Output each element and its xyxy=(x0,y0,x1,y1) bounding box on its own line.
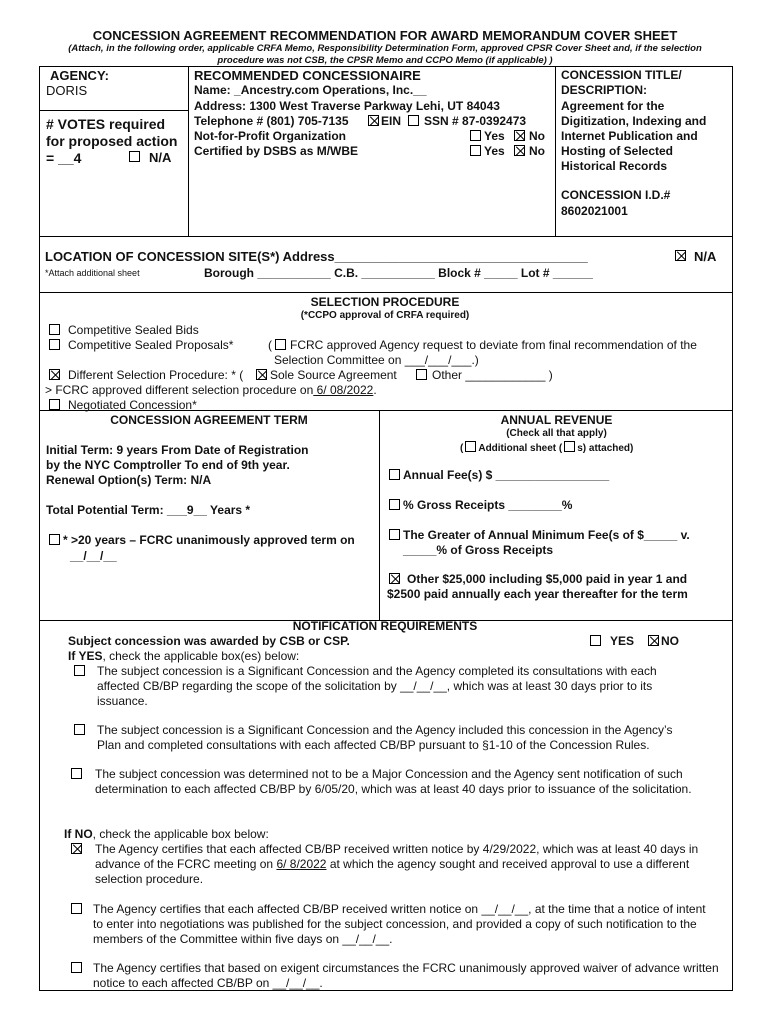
nfp-label: Not-for-Profit Organization xyxy=(194,129,346,143)
greater-of-label: The Greater of Annual Minimum Fee(s of $_____ v. xyxy=(403,528,690,542)
yes-option-3-checkbox[interactable] xyxy=(71,768,82,779)
if-yes-rest: , check the applicable box(es) below: xyxy=(102,649,300,663)
additional-sheet-mid: Additional sheet ( xyxy=(478,443,563,454)
no-option-2-checkbox[interactable] xyxy=(71,903,82,914)
other-procedure-checkbox[interactable] xyxy=(416,369,427,380)
yes-option-2-checkbox[interactable] xyxy=(74,724,85,735)
other-revenue-label-2: $2500 paid annually each year thereafter for the term xyxy=(387,587,688,601)
awarded-no-checkbox[interactable] xyxy=(648,635,659,646)
yes-option-2-text: The subject concession is a Significant Concession and the Agency included this concession in the Agency’s Plan and completed consultations with each affected CB/BP pursuant to §1-10 of the Concession Rules. xyxy=(97,723,673,752)
fcrc-approved-date: 6/ 08/2022 xyxy=(313,383,374,397)
no-option-3-checkbox[interactable] xyxy=(71,962,82,973)
concession-description: Digitization, Indexing and xyxy=(561,114,707,128)
competitive-proposals-label: Competitive Sealed Proposals* xyxy=(68,338,234,352)
additional-sheet-checkbox[interactable] xyxy=(465,441,476,452)
location-borough-line: Borough ___________ C.B. ___________ Block # _____ Lot # ______ xyxy=(204,266,593,280)
concession-description: Internet Publication and xyxy=(561,129,698,143)
if-no-rest: , check the applicable box below: xyxy=(92,827,269,841)
other-revenue-label: Other $25,000 including $5,000 paid in year 1 and xyxy=(407,572,688,586)
fcrc-approved-prefix: > FCRC approved different selection procedure on xyxy=(45,383,314,397)
votes-na-label: N/A xyxy=(149,150,172,165)
votes-na-checkbox[interactable] xyxy=(129,151,140,162)
initial-term: Initial Term: 9 years From Date of Registration xyxy=(46,443,309,457)
committee-date-label: Selection Committee on ___/___/___.) xyxy=(274,353,479,367)
votes-line-1: # VOTES required xyxy=(46,116,166,132)
ein-checkbox[interactable] xyxy=(368,115,379,126)
if-yes-label: If YES xyxy=(68,649,103,663)
location-na-checkbox[interactable] xyxy=(675,250,686,261)
concession-title-label-2: DESCRIPTION: xyxy=(561,83,648,97)
if-no-label: If NO xyxy=(64,827,93,841)
concessionaire-address: Address: 1300 West Traverse Parkway Lehi, UT 84043 xyxy=(194,99,500,113)
additional-sheet-pre: ( xyxy=(460,443,464,454)
selection-heading: SELECTION PROCEDURE xyxy=(310,295,460,309)
nfp-no-label: No xyxy=(529,129,545,143)
awarded-no-label: NO xyxy=(661,634,679,648)
votes-line-3: = __4 xyxy=(46,150,82,166)
revenue-check-all: (Check all that apply) xyxy=(506,428,607,439)
additional-sheet-count-checkbox[interactable] xyxy=(564,441,575,452)
total-term: Total Potential Term: ___9__ Years * xyxy=(46,503,251,517)
fcrc-approved-line: > FCRC approved different selection procedure on 6/ 08/2022. xyxy=(45,383,377,397)
dsbs-label: Certified by DSBS as M/WBE xyxy=(194,144,359,158)
over-20-years-date: __/__/__ xyxy=(70,549,117,563)
dsbs-yes-label: Yes xyxy=(484,144,505,158)
no-option-3-text: The Agency certifies that based on exigent circumstances the FCRC unanimously approved waiver of advance written notice to each affected CB/BP on __/__/__. xyxy=(93,961,719,990)
no-option-1-text-a: The Agency certifies that each affected CB/BP received written notice by 4/29/2022, which was at least 40 days in advance of the FCRC meeting on xyxy=(95,842,699,871)
no-option-1-text xyxy=(95,842,727,887)
fcrc-deviate-checkbox[interactable] xyxy=(275,339,286,350)
divider xyxy=(39,110,188,111)
no-option-2-text: The Agency certifies that each affected CB/BP received written notice on __/__/__, at the time that a notice of intent to enter into negotiations was published for the subject concession, and provided a copy of such notification to the members of the Committee within five days on __/__/__. xyxy=(93,902,706,946)
term-heading: CONCESSION AGREEMENT TERM xyxy=(110,413,308,427)
annual-fee-checkbox[interactable] xyxy=(389,469,400,480)
subtitle-line-1: (Attach, in the following order, applicable CRFA Memo, Responsibility Determination Form, approved CPSR Cover Sheet and, if the selection xyxy=(68,43,702,54)
yes-option-3-text: The subject concession was determined not to be a Major Concession and the Agency sent notification of such determination to each affected CB/BP by 6/05/20, which was at least 40 days prior to issuance of the solicitation. xyxy=(95,767,692,796)
additional-sheet-post: s) attached) xyxy=(577,443,634,454)
over-20-years-checkbox[interactable] xyxy=(49,534,60,545)
divider xyxy=(39,292,733,293)
awarded-yes-label: YES xyxy=(610,634,635,648)
yes-option-1-checkbox[interactable] xyxy=(74,665,85,676)
no-option-1-checkbox[interactable] xyxy=(71,843,82,854)
if-yes-line xyxy=(68,649,299,663)
votes-line-2: for proposed action xyxy=(46,133,178,149)
concession-description: Historical Records xyxy=(561,159,668,173)
selection-subheading: (*CCPO approval of CRFA required) xyxy=(300,310,470,321)
negotiated-label: Negotiated Concession* xyxy=(68,398,197,412)
greater-of-checkbox[interactable] xyxy=(389,529,400,540)
divider xyxy=(555,66,556,236)
yes-option-1-text: The subject concession is a Significant Concession and the Agency completed its consultations with each affected CB/BP regarding the scope of the solicitation by __/__/__, which was at least 30 days prior to its issuance. xyxy=(97,664,657,708)
notification-heading: NOTIFICATION REQUIREMENTS xyxy=(292,619,478,633)
competitive-bids-checkbox[interactable] xyxy=(49,324,60,335)
ein-label: EIN xyxy=(381,114,402,128)
divider xyxy=(39,236,733,237)
concessionaire-name: Name: _Ancestry.com Operations, Inc.__ xyxy=(194,83,427,97)
dsbs-no-label: No xyxy=(529,144,545,158)
sole-source-label: Sole Source Agreement xyxy=(270,368,397,382)
nfp-yes-checkbox[interactable] xyxy=(470,130,481,141)
divider xyxy=(188,66,189,236)
over-20-years-label: * >20 years – FCRC unanimously approved term on xyxy=(63,533,355,547)
ssn-checkbox[interactable] xyxy=(408,115,419,126)
concession-title-label: CONCESSION TITLE/ xyxy=(561,68,682,82)
concession-description: Hosting of Selected xyxy=(561,144,674,158)
greater-of-label-2: _____% of Gross Receipts xyxy=(403,543,554,557)
subtitle-line-2: procedure was not CSB, the CPSR Memo and CCPO Memo (if applicable) ) xyxy=(217,55,553,66)
concessionaire-label: RECOMMENDED CONCESSIONAIRE xyxy=(194,68,421,83)
nfp-no-checkbox[interactable] xyxy=(514,130,525,141)
location-note: *Attach additional sheet xyxy=(45,268,140,278)
sole-source-checkbox[interactable] xyxy=(256,369,267,380)
competitive-proposals-checkbox[interactable] xyxy=(49,339,60,350)
other-procedure-label: Other ____________ ) xyxy=(432,368,553,382)
dsbs-no-checkbox[interactable] xyxy=(514,145,525,156)
location-na-label: N/A xyxy=(694,249,717,264)
nfp-yes-label: Yes xyxy=(484,129,505,143)
awarded-yes-checkbox[interactable] xyxy=(590,635,601,646)
competitive-bids-label: Competitive Sealed Bids xyxy=(68,323,199,337)
page-title: CONCESSION AGREEMENT RECOMMENDATION FOR AWARD MEMORANDUM COVER SHEET xyxy=(92,28,678,43)
fcrc-deviate-label: FCRC approved Agency request to deviate from final recommendation of the xyxy=(290,338,697,352)
initial-term-2: by the NYC Comptroller To end of 9th year. xyxy=(46,458,290,472)
divider xyxy=(379,410,380,620)
additional-sheet-line xyxy=(460,441,633,454)
concession-id-label: CONCESSION I.D.# xyxy=(561,188,671,202)
annual-fee-label: Annual Fee(s) $ _________________ xyxy=(403,468,610,482)
gross-receipts-checkbox[interactable] xyxy=(389,499,400,510)
different-procedure-label: Different Selection Procedure: * ( xyxy=(68,368,244,382)
ssn-value: SSN # 87-0392473 xyxy=(424,114,527,128)
revenue-heading: ANNUAL REVENUE xyxy=(500,413,613,427)
different-procedure-checkbox[interactable] xyxy=(49,369,60,380)
other-revenue-checkbox[interactable] xyxy=(389,573,400,584)
fcrc-paren: ( xyxy=(268,338,272,352)
no-option-1-text-b: at which the agency sought and received approval to use a different selection procedure. xyxy=(95,857,690,886)
concession-id-value: 8602021001 xyxy=(561,204,628,218)
gross-receipts-label: % Gross Receipts ________% xyxy=(403,498,573,512)
concession-description: Agreement for the xyxy=(561,99,665,113)
no-option-1-date: 6/ 8/2022 xyxy=(276,857,327,871)
negotiated-checkbox[interactable] xyxy=(49,399,60,410)
awarded-question: Subject concession was awarded by CSB or CSP. xyxy=(68,634,350,648)
agency-label: AGENCY: xyxy=(50,68,109,83)
renewal-term: Renewal Option(s) Term: N/A xyxy=(46,473,212,487)
concessionaire-telephone: Telephone # (801) 705-7135 xyxy=(194,114,349,128)
dsbs-yes-checkbox[interactable] xyxy=(470,145,481,156)
if-no-line xyxy=(64,827,269,841)
location-label: LOCATION OF CONCESSION SITE(S*) Address___________________________________ xyxy=(45,249,588,264)
agency-value: DORIS xyxy=(46,83,88,98)
